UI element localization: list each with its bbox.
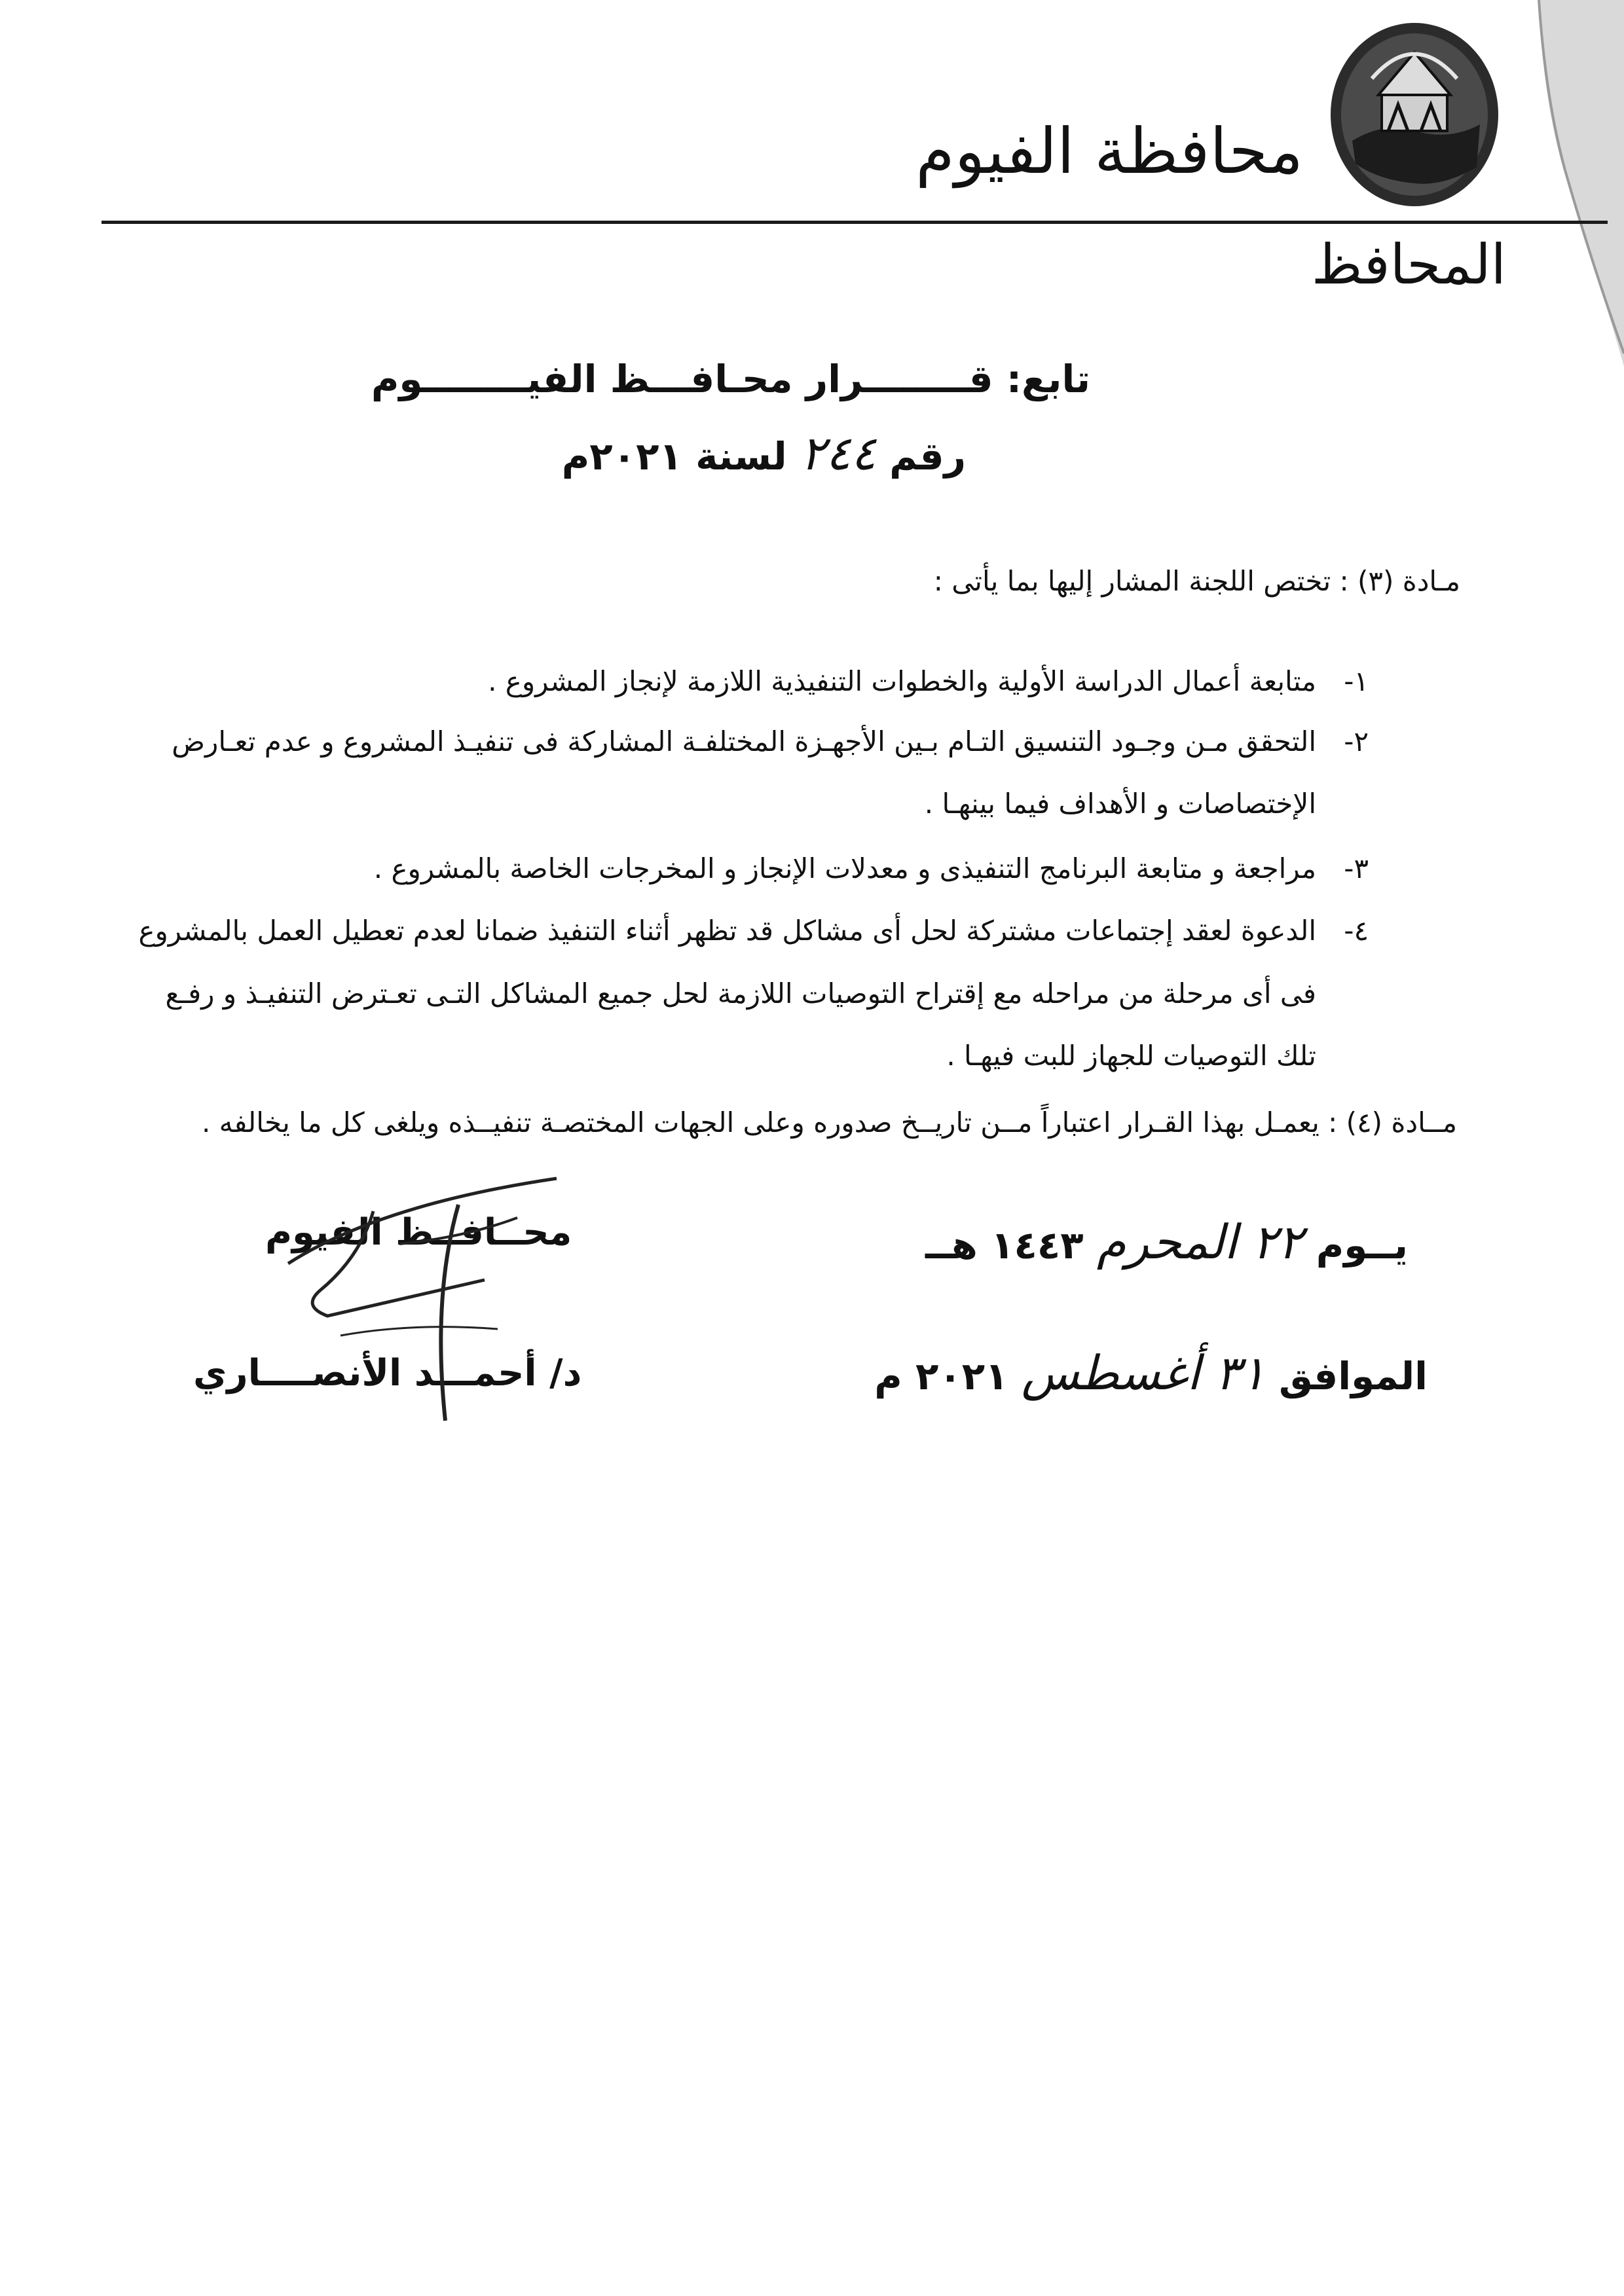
handwritten-signature <box>249 1165 589 1427</box>
item-number: ١- <box>1344 665 1369 697</box>
decree-year: لسنة ٢٠٢١م <box>561 434 787 479</box>
item-text: متابعة أعمال الدراسة الأولية والخطوات التنفيذية اللازمة لإنجاز المشروع . <box>488 665 1316 697</box>
office-title: المحافظ <box>1311 232 1506 297</box>
hijri-prefix: يــوم <box>1316 1223 1408 1267</box>
item-number: ٤- <box>1344 915 1369 947</box>
decree-number-line <box>562 426 966 481</box>
item-number: ٣- <box>1344 852 1369 884</box>
signatory-title: محــافــظ الفيوم <box>265 1211 572 1254</box>
greg-handwritten: ٣١ أغسطس <box>1021 1345 1266 1400</box>
item-text: تلك التوصيات للجهاز للبت فيهـا . <box>946 1040 1316 1072</box>
article-3-item-4 <box>138 915 1369 947</box>
article-3-item-4-continued <box>165 977 1316 1010</box>
hijri-year: ١٤٤٣ هــ <box>925 1223 1084 1267</box>
hijri-handwritten: ٢٢ المحرم <box>1096 1214 1303 1269</box>
decree-title: تابع: قــــــــرار محـافـــظ الفيــــــــوم <box>371 357 1090 401</box>
article-4-text: مــادة (٤) : يعمـل بهذا القـرار اعتباراً مــن تاريــخ صدوره وعلى الجهات المختصـة تنفيــذه ويلغى كل ما يخالفه . <box>201 1106 1457 1139</box>
decree-number-prefix: رقم <box>889 434 966 479</box>
article-3-item-2-continued <box>183 788 1316 820</box>
item-number: ٢- <box>1344 725 1369 757</box>
page-corner-fold <box>1500 0 1624 367</box>
governorate-name: محافظة الفيوم <box>915 115 1303 188</box>
item-text: فى أى مرحلة من مراحله مع إقتراح التوصيات اللازمة لحل جميع المشاكل التـى تعـترض التنفيـذ و رفـع <box>165 977 1316 1010</box>
article-3-item-3 <box>183 852 1369 884</box>
article-3-item-1 <box>183 665 1369 697</box>
decree-number-handwritten: ٢٤٤ <box>800 426 876 481</box>
item-text: الإختصاصات و الأهداف فيما بينهـا . <box>924 788 1316 820</box>
item-text: الدعوة لعقد إجتماعات مشتركة لحل أى مشاكل قد تظهر أثناء التنفيذ ضمانا لعدم تعطيل العمل بالمشروع <box>138 915 1316 947</box>
signatory-name: د/ أحمـــد الأنصــــاري <box>193 1352 582 1394</box>
article-3-item-4-continued <box>183 1040 1316 1072</box>
article-3-heading: مـادة (٣) : تختص اللجنة المشار إليها بما يأتى : <box>933 565 1460 597</box>
hijri-date <box>925 1214 1408 1269</box>
greg-year: ٢٠٢١ م <box>874 1354 1008 1398</box>
article-3-item-2 <box>172 725 1369 757</box>
greg-prefix: الموافق <box>1278 1354 1428 1398</box>
governorate-seal-icon <box>1326 16 1503 213</box>
gregorian-date <box>874 1345 1428 1400</box>
item-text: التحقق مـن وجـود التنسيق التـام بـين الأجهـزة المختلفـة المشاركة فى تنفيـذ المشروع و عدم تعـارض <box>172 725 1316 757</box>
header-divider <box>101 221 1608 224</box>
item-text: مراجعة و متابعة البرنامج التنفيذى و معدلات الإنجاز و المخرجات الخاصة بالمشروع . <box>373 852 1316 884</box>
